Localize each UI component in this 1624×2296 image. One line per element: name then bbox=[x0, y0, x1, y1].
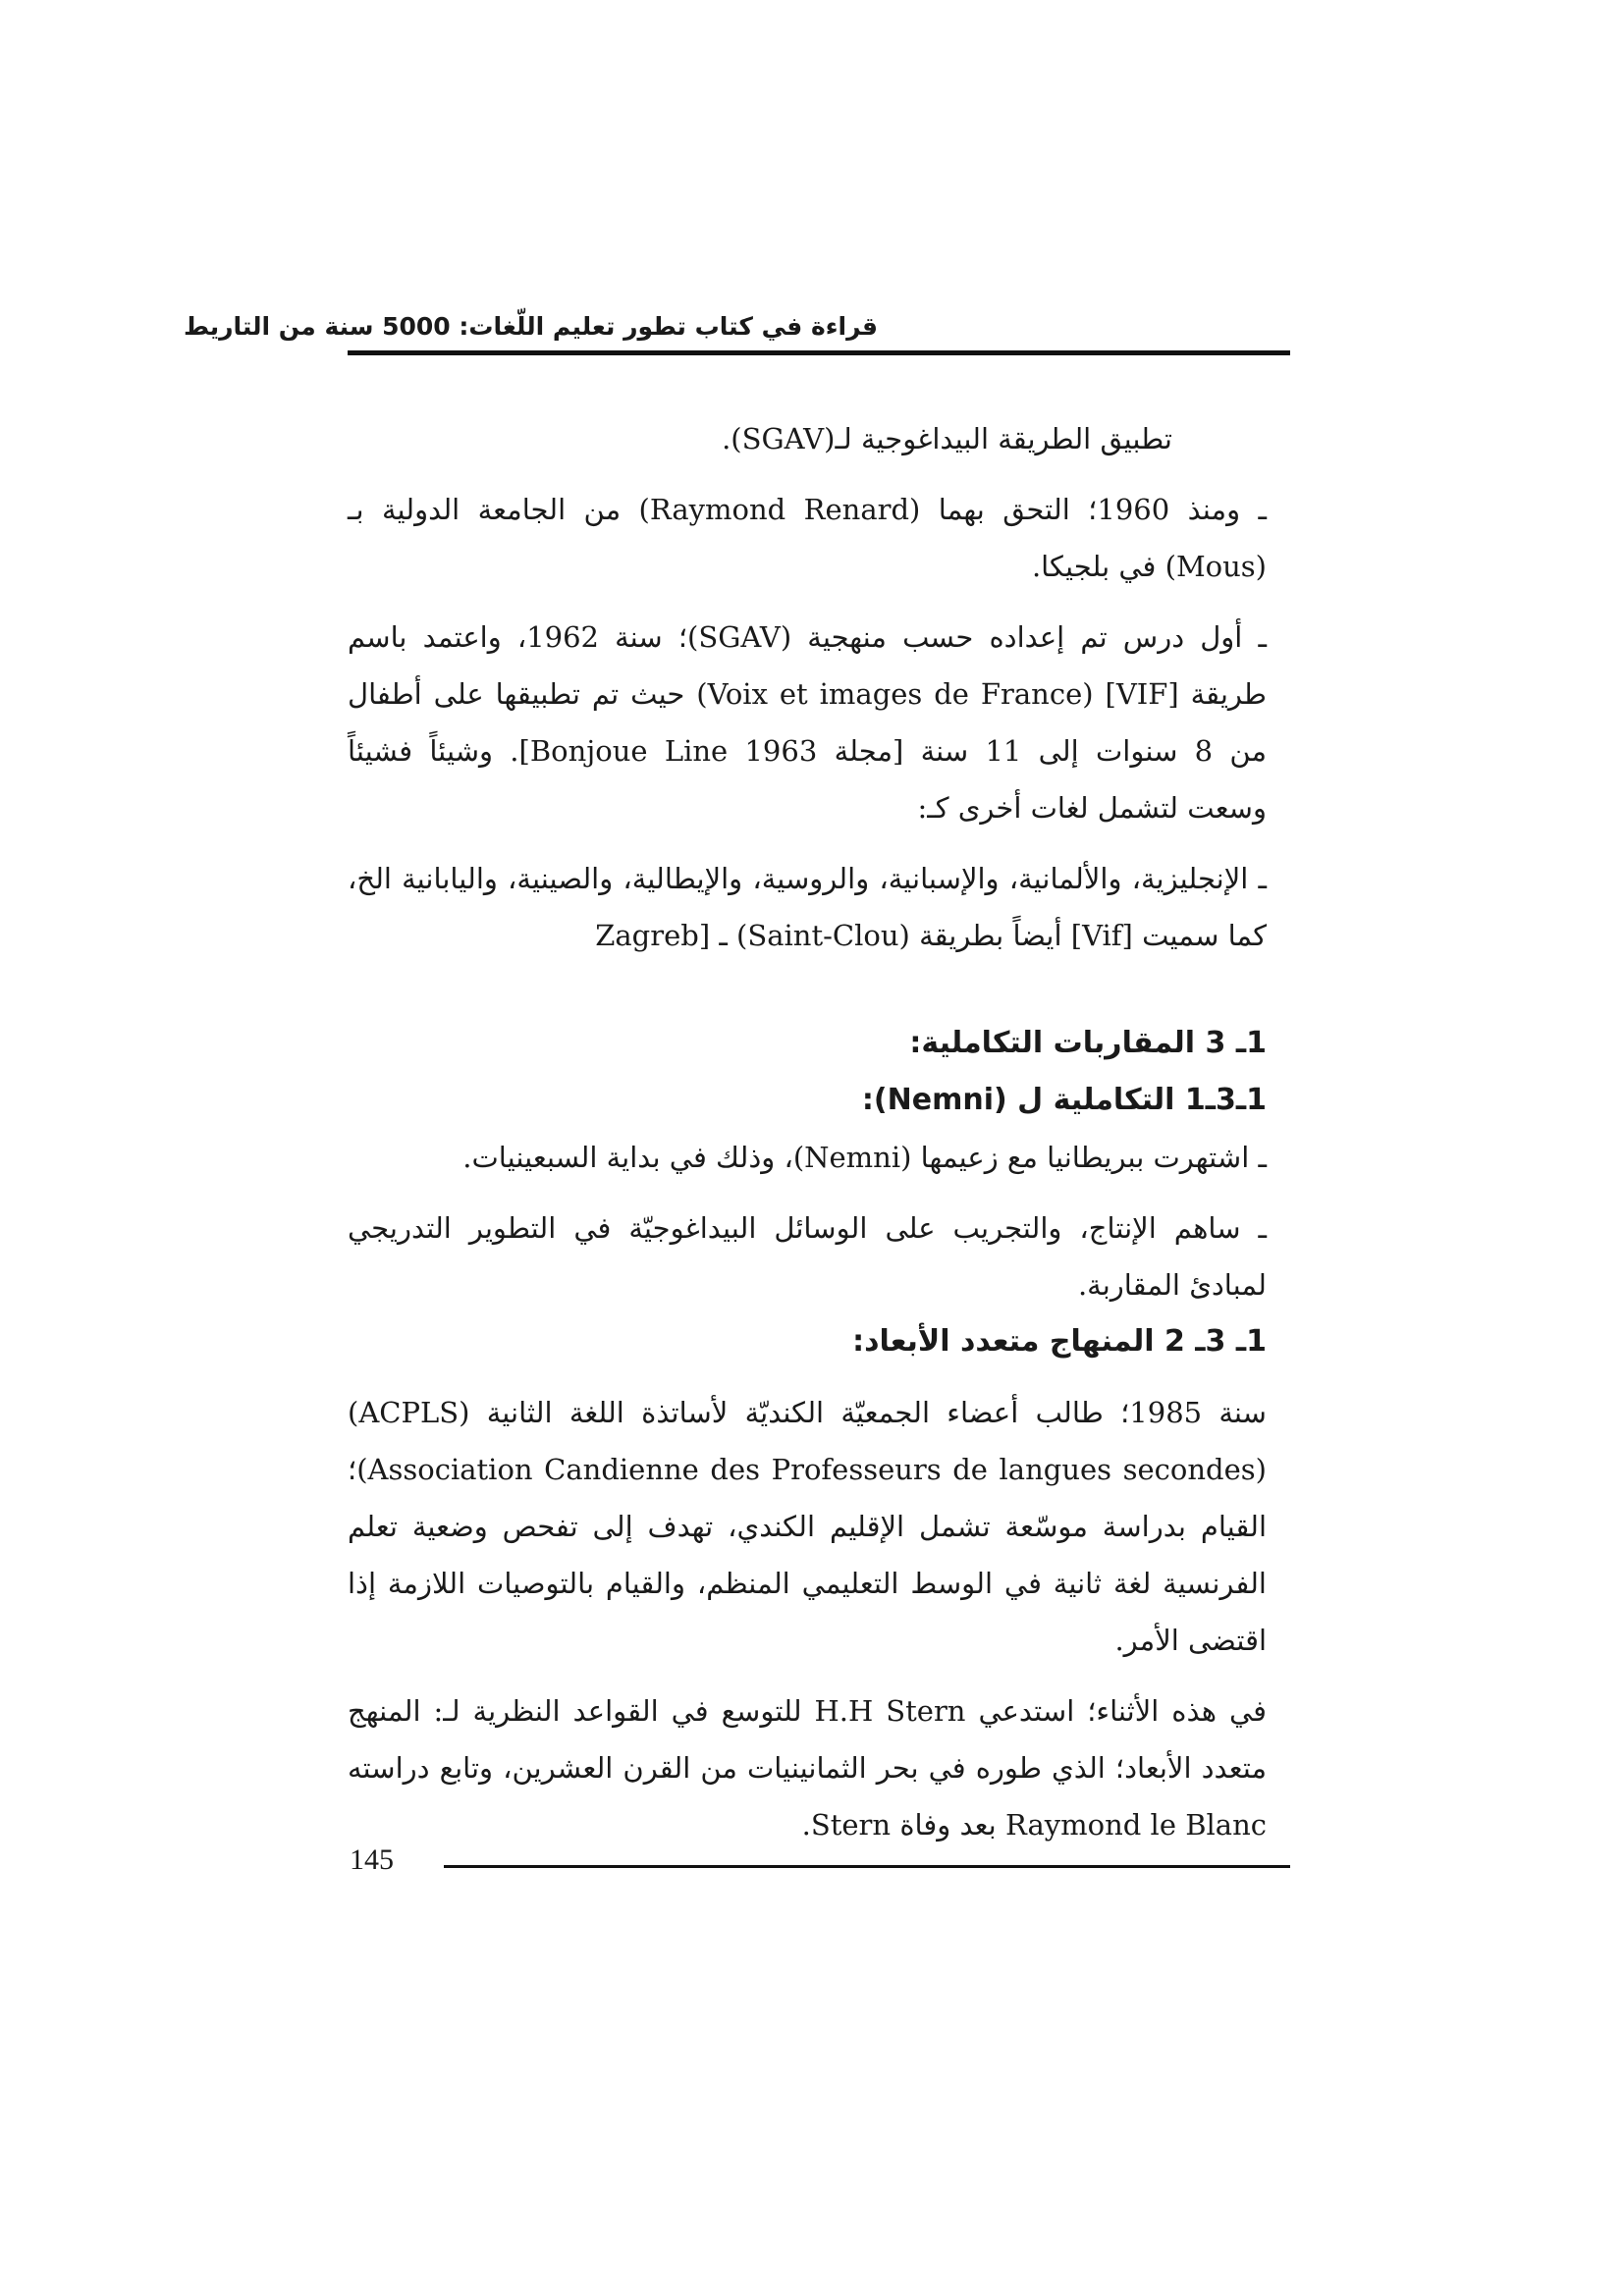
body-text bbox=[348, 410, 1290, 1853]
subsection-heading: 1ـ3ـ1 التكاملية ل (Nemni): bbox=[861, 1083, 1267, 1117]
header-rule bbox=[348, 350, 1290, 355]
paragraph: ـ الإنجليزية، والألمانية، والإسبانية، والروسية، والإيطالية، والصينية، واليابانية الخ، كما سميت [Vif] أيضاً بطريقة (Saint-Clou) ـ [Zagreb bbox=[348, 862, 1267, 952]
paragraph: سنة 1985؛ طالب أعضاء الجمعيّة الكنديّة لأساتذة اللغة الثانية (ACPLS) (Association Candienne des Professeurs de langues secondes)؛ القيام بدراسة موسّعة تشمل الإقليم الكندي، تهدف إلى تفحص وضعية تعلم الفرنسية لغة ثانية في الوسط التعليمي المنظم، والقيام بالتوصيات اللازمة إذا اقتضى الأمر. bbox=[348, 1396, 1267, 1657]
paragraph: تطبيق الطريقة البيداغوجية لـ(SGAV). bbox=[722, 422, 1172, 455]
paragraph: ـ ساهم الإنتاج، والتجريب على الوسائل البيداغوجيّة في التطوير التدريجي لمبادئ المقاربة. bbox=[348, 1211, 1267, 1302]
section-heading: 1ـ 3 المقاربات التكاملية: bbox=[909, 1026, 1267, 1060]
page-number: 145 bbox=[350, 1843, 394, 1876]
running-header: قراءة في كتاب تطور تعليم اللّغات: 5000 سنة من التاريط bbox=[183, 312, 878, 341]
paragraph: في هذه الأثناء؛ استدعي H.H Stern للتوسع في القواعد النظرية لـ: المنهج متعدد الأبعاد؛ الذي طوره في بحر الثمانينيات من القرن العشرين، وتابع دراسته Raymond le Blanc بعد وفاة Stern. bbox=[348, 1694, 1267, 1842]
paragraph: ـ ومنذ 1960؛ التحق بهما (Raymond Renard) من الجامعة الدولية بـ (Mous) في بلجيكا. bbox=[348, 493, 1267, 583]
subsection-heading: 1ـ 3ـ 2 المنهاج متعدد الأبعاد: bbox=[852, 1324, 1267, 1359]
paragraph: ـ اشتهرت ببريطانيا مع زعيمها (Nemni)، وذلك في بداية السبعينيات. bbox=[462, 1141, 1267, 1174]
paragraph: ـ أول درس تم إعداده حسب منهجية (SGAV)؛ سنة 1962، واعتمد باسم طريقة [VIF] (Voix et images de France) حيث تم تطبيقها على أطفال من 8 سنوات إلى 11 سنة [مجلة 1963 Bonjoue Line]. وشيئاً فشيئاً وسعت لتشمل لغات أخرى كـ: bbox=[348, 620, 1267, 825]
footer-rule bbox=[444, 1865, 1290, 1868]
